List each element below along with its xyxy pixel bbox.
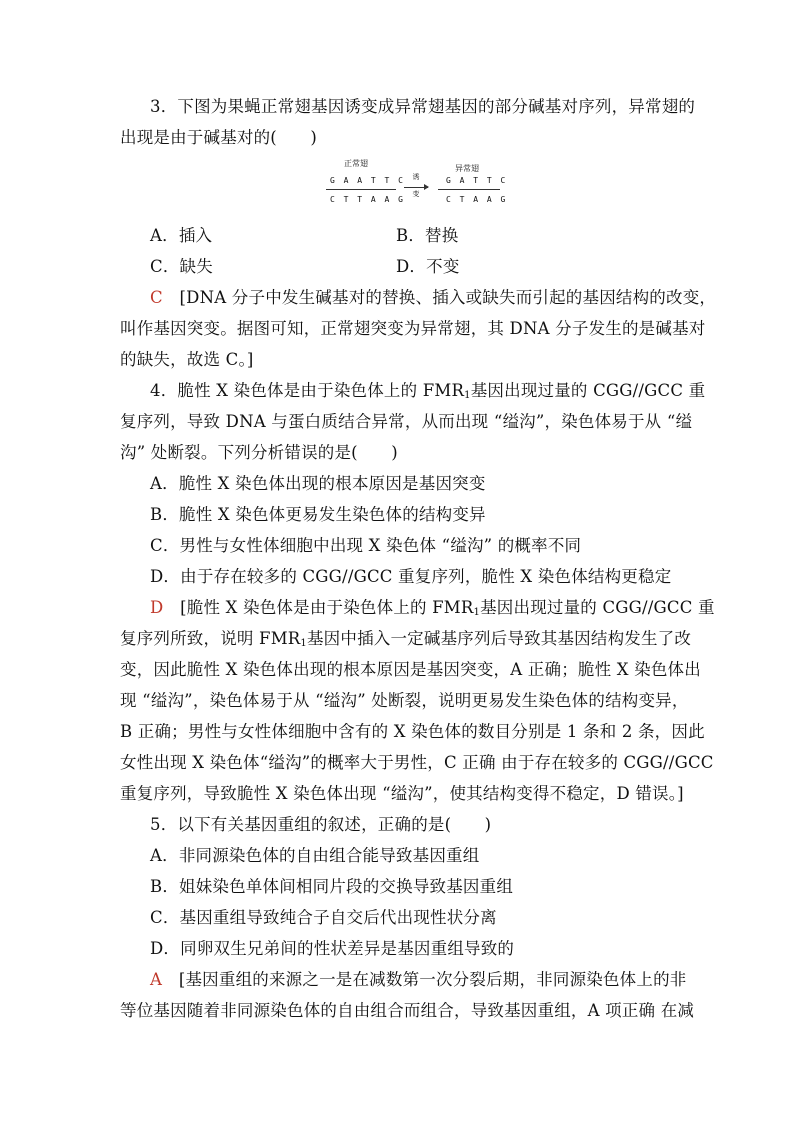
normal-strand-divider [326, 189, 396, 190]
q4-stem-subscript: 1 [464, 390, 471, 401]
q4-option-b: B．脆性 X 染色体更易发生染色体的结构变异 [150, 505, 486, 524]
q4-option-a: A．脆性 X 染色体出现的根本原因是基因突变 [150, 474, 486, 493]
q3-stem-line-2: 出现是由于碱基对的( ) [120, 128, 317, 147]
q5-explanation-line-1 [150, 969, 686, 991]
abnormal-top-strand: G A T T C [446, 176, 508, 185]
q3-explanation-text-1: [DNA 分子中发生碱基对的替换、插入或缺失而引起的基因结构的改变， [179, 288, 717, 307]
q3-option-b: B．替换 [396, 226, 459, 245]
q4-explanation-line-4: 现 “缢沟”，染色体易于从 “缢沟” 处断裂，说明更易发生染色体的结构变异， [120, 691, 689, 710]
normal-wing-label: 正常翅 [344, 159, 368, 168]
q4-exp-2a: 复序列所致，说明 FMR [120, 629, 301, 648]
q3-mutation-diagram [322, 159, 508, 211]
q3-option-d: D．不变 [396, 257, 460, 276]
q3-explanation-line-1 [150, 287, 716, 309]
q4-explanation-line-3: 变，因此脆性 X 染色体出现的根本原因是基因突变，A 正确；脆性 X 染色体出 [120, 660, 701, 679]
q4-answer-letter: D [150, 598, 164, 617]
abnormal-bottom-strand: C T A A G [446, 195, 508, 204]
q4-stem-line-2: 复序列，导致 DNA 与蛋白质结合异常，从而出现 “缢沟”，染色体易于从 “缢 [120, 412, 693, 431]
q4-exp-1a: [脆性 X 染色体是由于染色体上的 FMR [180, 598, 474, 617]
arrow-label-char-1: 诱 [412, 173, 420, 181]
q5-stem: 5．以下有关基因重组的叙述，正确的是( ) [150, 815, 492, 834]
q5-option-b: B．姐妹染色单体间相同片段的交换导致基因重组 [150, 877, 514, 896]
q4-option-d: D．由于存在较多的 CGG//GCC 重复序列，脆性 X 染色体结构更稳定 [150, 567, 672, 586]
q4-explanation-line-5: B 正确；男性与女性体细胞中含有的 X 染色体的数目分别是 1 条和 2 条，因此 [120, 722, 705, 741]
q4-exp-2b: 基因中插入一定碱基序列后导致其基因结构发生了改 [306, 629, 692, 648]
q4-exp-1b: 基因出现过量的 CGG//GCC 重 [480, 598, 715, 617]
q5-option-c: C．基因重组导致纯合子自交后代出现性状分离 [150, 908, 497, 927]
abnormal-strand-divider [438, 189, 500, 190]
q5-answer-letter: A [150, 970, 163, 989]
abnormal-wing-label: 异常翅 [455, 164, 479, 173]
q4-explanation-line-2 [120, 628, 691, 655]
normal-top-strand: G A A T T C [330, 176, 405, 185]
q4-option-c: C．男性与女性体细胞中出现 X 染色体 “缢沟” 的概率不同 [150, 536, 582, 555]
q3-explanation-line-2: 叫作基因突变。据图可知，正常翅突变为异常翅，其 DNA 分子发生的是碱基对 [120, 319, 706, 338]
q4-stem-1b: 基因出现过量的 CGG//GCC 重 [470, 381, 706, 400]
q4-stem-1a: 4．脆性 X 染色体是由于染色体上的 FMR [150, 381, 465, 400]
normal-bottom-strand: C T T A A G [330, 195, 405, 204]
q3-answer-letter: C [150, 288, 163, 307]
q3-stem-line-1: 3．下图为果蝇正常翅基因诱变成异常翅基因的部分碱基对序列，异常翅的 [150, 97, 696, 116]
q5-option-d: D．同卵双生兄弟间的性状差异是基因重组导致的 [150, 939, 515, 958]
arrow-label-char-2: 变 [412, 190, 420, 198]
q3-explanation-line-3: 的缺失，故选 C。] [120, 350, 254, 369]
q4-explanation-line-1 [150, 597, 715, 624]
q4-exp-subscript-1: 1 [473, 607, 481, 618]
q5-explanation-text-1: [基因重组的来源之一是在减数第一次分裂后期，非同源染色体上的非 [178, 970, 687, 989]
q5-option-a: A．非同源染色体的自由组合能导致基因重组 [150, 846, 480, 865]
q5-explanation-line-2: 等位基因随着非同源染色体的自由组合而组合，导致基因重组，A 项正确 在减 [120, 1001, 695, 1020]
q4-stem-line-3: 沟” 处断裂。下列分析错误的是( ) [120, 443, 398, 462]
q3-option-c: C．缺失 [150, 257, 213, 276]
q4-exp-subscript-2: 1 [300, 638, 307, 649]
q4-explanation-line-7: 重复序列，导致脆性 X 染色体出现 “缢沟”，使其结构变得不稳定，D 错误。] [120, 784, 684, 803]
q4-explanation-line-6: 女性出现 X 染色体“缢沟”的概率大于男性，C 正确 由于存在较多的 CGG//GCC [120, 753, 714, 772]
q3-option-a: A．插入 [150, 226, 213, 245]
mutation-arrow-icon [404, 187, 428, 188]
q4-stem-line-1 [150, 380, 705, 407]
